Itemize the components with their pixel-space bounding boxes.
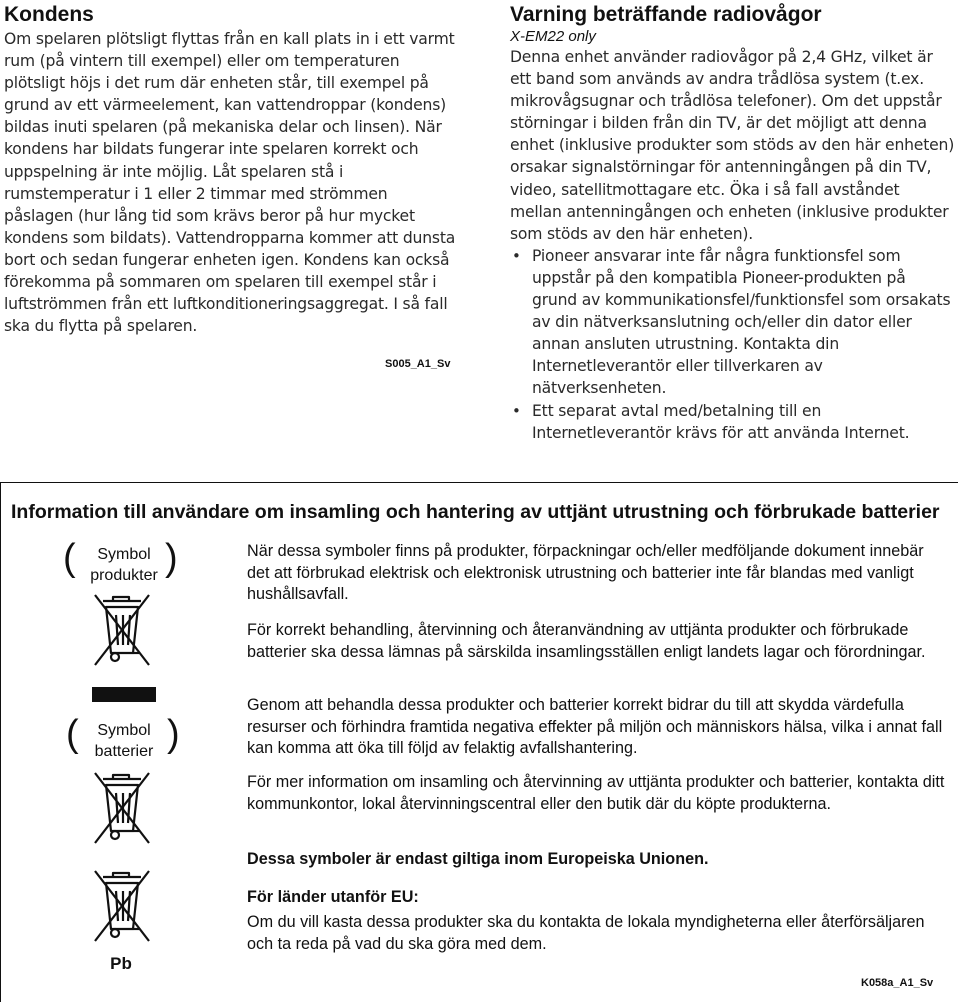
open-paren-icon: ( bbox=[66, 713, 79, 755]
kondens-body: Om spelaren plötsligt flyttas från en kall plats in i ett varmt rum (på vintern till exempel) eller om temperaturen plötsligt höjs i det rum där enheten står, till exempel på grund av ett värmeelement, kan vattendroppar (kondens) bildas inuti spelaren (på mekaniska delar och linsen). När kondens har bildats fungerar inte spelaren korrekt och uppspelning är inte möjlig. Låt spelaren stå i rumstemperatur i 1 eller 2 timmar med strömmen påslagen (hur lång tid som krävs beror på hur mycket kondens som bildats). Vattendropparna kommer att dunsta bort och sedan fungerar enheten igen. Kondens kan också förekomma på sommaren om spelaren till exempel står i luftströmmen från ett luftkonditioneringsaggregat. I så fall ska du flytta på spelaren. bbox=[4, 30, 456, 336]
disposal-title: Information till användare om insamling och hantering av uttjänt utrustning och förbrukade batterier bbox=[11, 501, 940, 523]
symbol-products-label: Symbol produkter bbox=[90, 546, 158, 584]
bullet-text: Pioneer ansvarar inte får några funktionsfel som uppstår på den kompatibla Pioneer-produkten på grund av kommunikationsfel/funktionsfel som orsakats av din nätverksanslutning och/eller din dator eller annan ansluten utrustning. Kontakta din Internetleverantör eller tillverkaren av nätverksenheten. bbox=[532, 246, 951, 398]
bullet-text: Ett separat avtal med/betalning till en Internetleverantör krävs för att använda Internet. bbox=[532, 401, 910, 442]
crossed-out-wheelie-bin-icon bbox=[89, 591, 153, 669]
bullet-icon: • bbox=[512, 246, 521, 265]
kondens-title: Kondens bbox=[4, 3, 94, 26]
kondens-section bbox=[4, 2, 459, 337]
crossed-out-wheelie-bin-icon bbox=[89, 867, 153, 945]
radio-section bbox=[510, 2, 955, 444]
info-paragraph-2: För korrekt behandling, återvinning och återanvändning av uttjänta produkter och förbrukade batterier ska dessa lämnas på särskilda insamlingsställen enligt landets lagar och förordningar. bbox=[247, 621, 926, 661]
radio-title: Varning beträffande radiovågor bbox=[510, 3, 822, 26]
radio-subtitle: X-EM22 only bbox=[510, 28, 596, 45]
disposal-code: K058a_A1_Sv bbox=[861, 977, 934, 989]
pb-label: Pb bbox=[110, 954, 132, 973]
list-item bbox=[510, 245, 955, 400]
eu-note: Dessa symboler är endast giltiga inom Europeiska Unionen. bbox=[247, 850, 709, 868]
list-item bbox=[510, 400, 955, 444]
close-paren-icon: ) bbox=[167, 713, 180, 755]
info-paragraph-4: För mer information om insamling och återvinning av uttjänta produkter och batterier, kontakta ditt kommunkontor, lokal återvinningscentral eller den butik där du köpte produkterna. bbox=[247, 773, 945, 813]
separator-bar bbox=[92, 687, 156, 702]
kondens-code: S005_A1_Sv bbox=[385, 358, 451, 370]
symbol-batteries-label: Symbol batterier bbox=[94, 722, 154, 760]
crossed-out-wheelie-bin-icon bbox=[89, 769, 153, 847]
outside-eu-body: Om du vill kasta dessa produkter ska du kontakta de lokala myndigheterna eller återförsäljaren och ta reda på vad du ska göra med dem. bbox=[247, 913, 925, 953]
info-paragraph-1: När dessa symboler finns på produkter, förpackningar och/eller medföljande dokument innebär det att förbrukad elektrisk och elektronisk utrustning och batterier inte får blandas med vanligt hushållsavfall. bbox=[247, 542, 924, 603]
radio-bullet-list bbox=[510, 245, 955, 444]
open-paren-icon: ( bbox=[63, 537, 76, 579]
info-paragraph-3: Genom att behandla dessa produkter och batterier korrekt bidrar du till att skydda värdefulla resurser och förhindra framtida negativa effekter på miljön och människors hälsa, vilka i annat fall kan komma att öka till följd av felaktig avfallshantering. bbox=[247, 696, 943, 757]
close-paren-icon: ) bbox=[165, 537, 178, 579]
outside-eu-title: För länder utanför EU: bbox=[247, 888, 419, 906]
disposal-info-box bbox=[0, 482, 958, 1002]
bullet-icon: • bbox=[512, 401, 521, 420]
radio-body: Denna enhet använder radiovågor på 2,4 GHz, vilket är ett band som används av andra trådlösa system (t.ex. mikrovågsugnar och trådlösa telefoner). Om det uppstår störningar i bilden från din TV, är det möjligt att denna enhet (inklusive produkter som stöds av den här enheten) orsakar signalstörningar för antenningången på din TV, video, satellitmottagare etc. Öka i så fall avståndet mellan antenningången och enheten (inklusive produkter som stöds av den här enheten). bbox=[510, 48, 955, 243]
